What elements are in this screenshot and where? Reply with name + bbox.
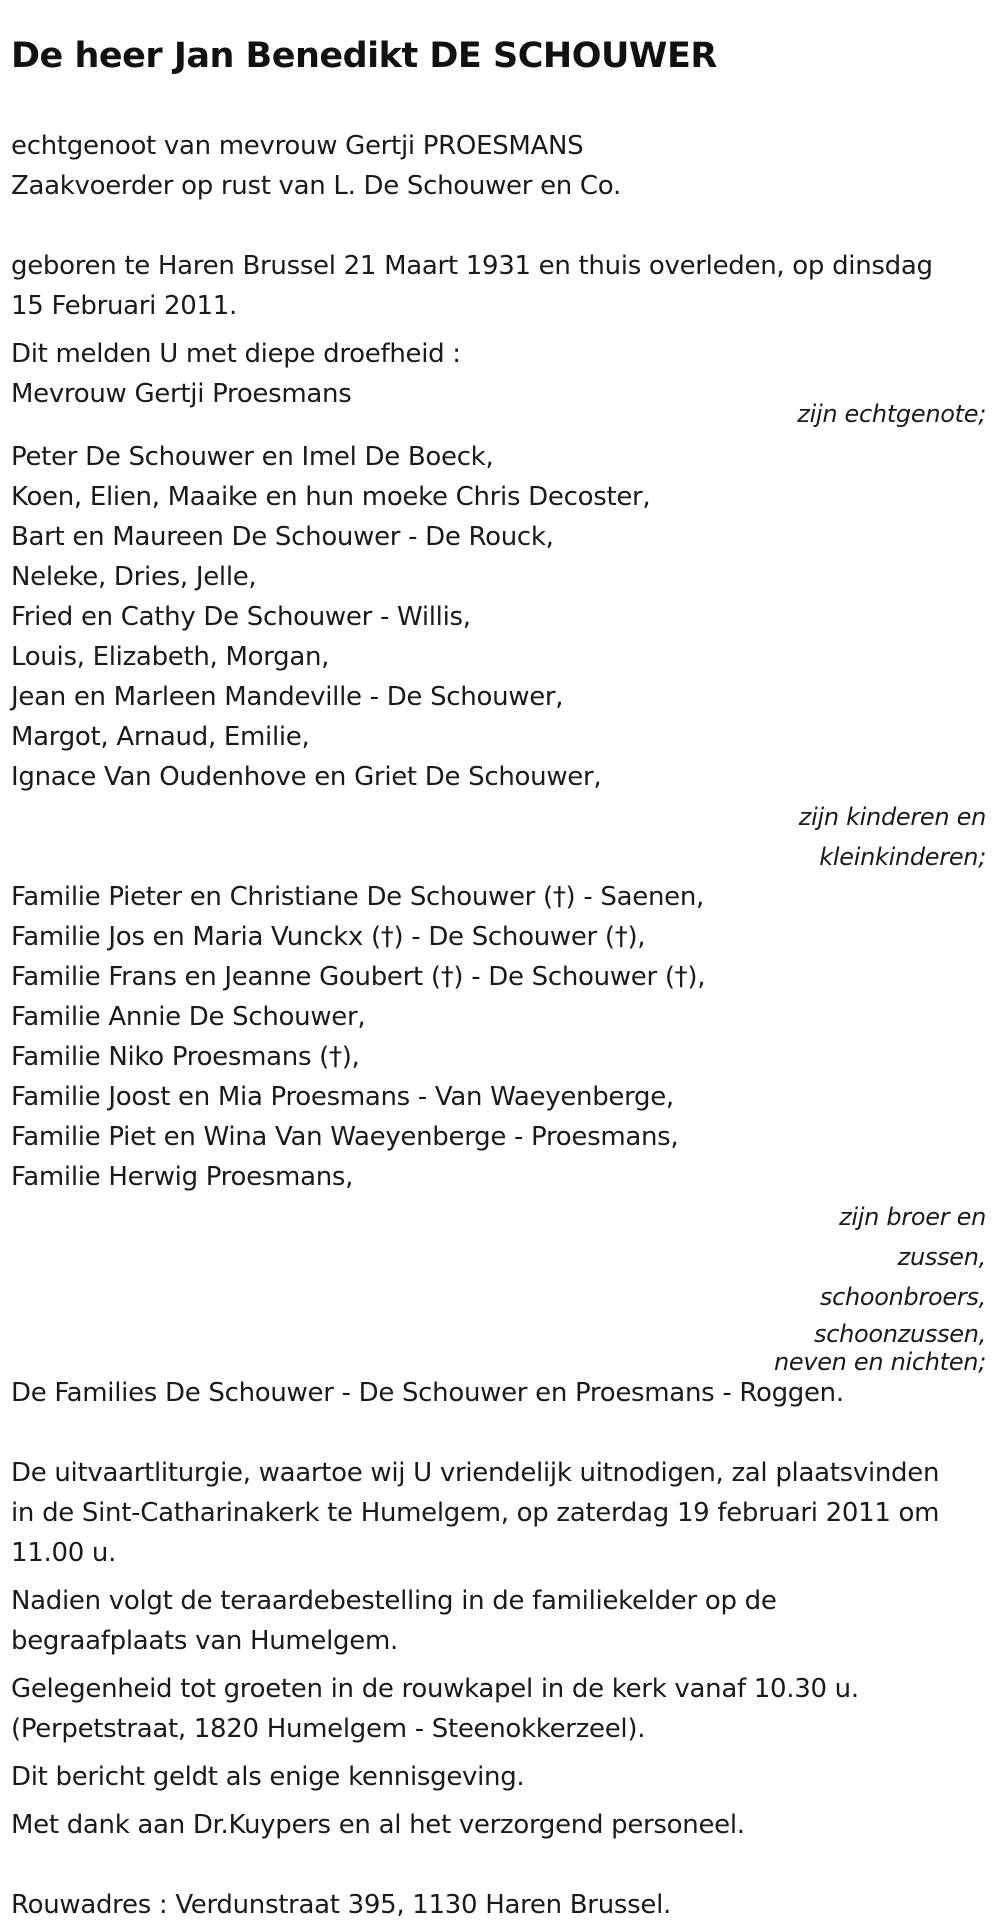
children-role-2: kleinkinderen; [819,843,986,871]
list-item: Jean en Marleen Mandeville - De Schouwer, [11,682,564,712]
notice-line: Dit bericht geldt als enige kennisgeving. [11,1762,525,1792]
burial-line-2: begraafplaats van Humelgem. [11,1626,398,1656]
list-item: Ignace Van Oudenhove en Griet De Schouwer, [11,762,602,792]
liturgy-line-2: in de Sint-Catharinakerk te Humelgem, op zaterdag 19 februari 2011 om [11,1498,940,1528]
children-role-1: zijn kinderen en [798,803,986,831]
address-line: Rouwadres : Verdunstraat 395, 1130 Haren Brussel. [11,1890,671,1920]
list-item: Margot, Arnaud, Emilie, [11,722,310,752]
burial-line-1: Nadien volgt de teraardebestelling in de familiekelder op de [11,1586,777,1616]
list-item: Neleke, Dries, Jelle, [11,562,257,592]
list-item: Familie Piet en Wina Van Waeyenberge - Proesmans, [11,1122,679,1152]
spouse-line: echtgenoot van mevrouw Gertji PROESMANS [11,131,584,161]
list-item: Koen, Elien, Maaike en hun moeke Chris Decoster, [11,482,651,512]
announce-line: Dit melden U met diepe droefheid : [11,339,461,369]
list-item: Familie Jos en Maria Vunckx (†) - De Schouwer (†), [11,922,646,952]
families-list [11,877,986,1197]
families-role-3: schoonbroers, [819,1283,986,1311]
families-role-4: schoonzussen, [813,1320,986,1348]
list-item: Peter De Schouwer en Imel De Boeck, [11,442,494,472]
families-role-2: zussen, [897,1243,986,1271]
children-list [11,437,986,797]
list-item: Familie Joost en Mia Proesmans - Van Waeyenberge, [11,1082,674,1112]
birth-death-line-2: 15 Februari 2011. [11,291,237,321]
list-item: Familie Frans en Jeanne Goubert (†) - De Schouwer (†), [11,962,706,992]
list-item: Familie Pieter en Christiane De Schouwer (†) - Saenen, [11,882,704,912]
list-item: Familie Annie De Schouwer, [11,1002,366,1032]
greeting-line-1: Gelegenheid tot groeten in de rouwkapel in de kerk vanaf 10.30 u. [11,1674,859,1704]
liturgy-line-3: 11.00 u. [11,1538,117,1568]
wife-name: Mevrouw Gertji Proesmans [11,379,352,409]
families-role-5: neven en nichten; [773,1348,986,1376]
thanks-line: Met dank aan Dr.Kuypers en al het verzorgend personeel. [11,1810,745,1840]
families-general: De Families De Schouwer - De Schouwer en Proesmans - Roggen. [11,1378,844,1408]
families-role-1: zijn broer en [839,1203,986,1231]
list-item: Fried en Cathy De Schouwer - Willis, [11,602,471,632]
list-item: Bart en Maureen De Schouwer - De Rouck, [11,522,554,552]
liturgy-line-1: De uitvaartliturgie, waartoe wij U vriendelijk uitnodigen, zal plaatsvinden [11,1458,940,1488]
wife-role: zijn echtgenote; [797,400,986,428]
occupation-line: Zaakvoerder op rust van L. De Schouwer en Co. [11,171,621,201]
birth-death-line-1: geboren te Haren Brussel 21 Maart 1931 en thuis overleden, op dinsdag [11,251,933,281]
list-item: Louis, Elizabeth, Morgan, [11,642,330,672]
list-item: Familie Herwig Proesmans, [11,1162,354,1192]
list-item: Familie Niko Proesmans (†), [11,1042,360,1072]
greeting-line-2: (Perpetstraat, 1820 Humelgem - Steenokkerzeel). [11,1714,646,1744]
page-title: De heer Jan Benedikt DE SCHOUWER [11,36,717,76]
